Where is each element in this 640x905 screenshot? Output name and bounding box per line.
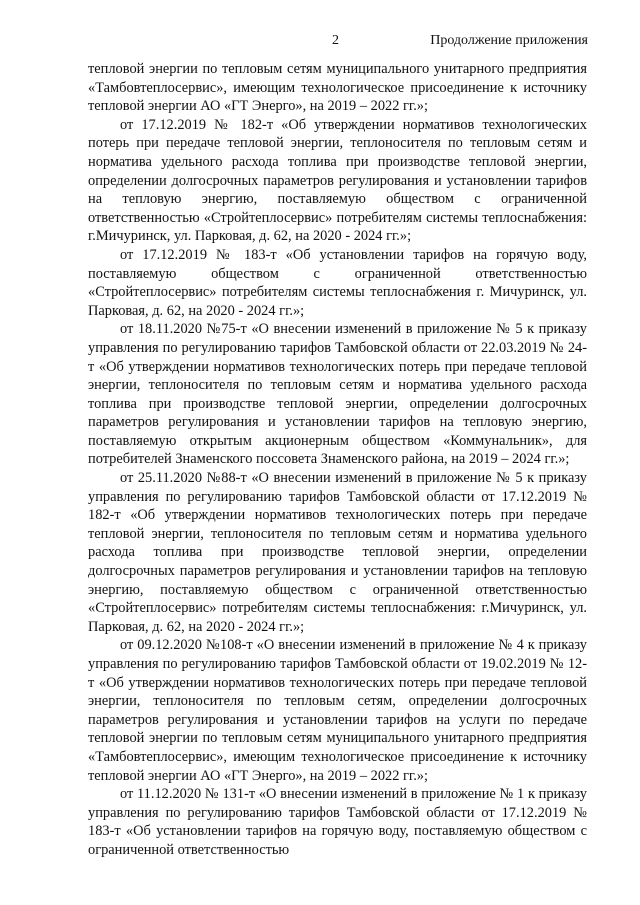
document-body (88, 60, 587, 860)
continuation-note: Продолжение приложения (430, 33, 588, 48)
paragraph-6: от 09.12.2020 №108-т «О внесении изменений в приложение № 4 к приказу управления по регулированию тарифов Тамбовской области от 19.02.2019 № 12-т «Об утверждении нормативов технологических потерь при передаче тепловой энергии, теплоносителя по тепловым сетям, определении долгосрочных параметров регулирования и установлении тарифов на услуги по передаче тепловой энергии по тепловым сетям муниципального унитарного предприятия «Тамбовтеплосервис», имеющим технологическое присоединение к источнику тепловой энергии АО «ГТ Энерго», на 2019 – 2022 гг.»; (88, 637, 587, 784)
paragraph-1: тепловой энергии по тепловым сетям муниципального унитарного предприятия «Тамбовтеплосервис», имеющим технологическое присоединение к источнику тепловой энергии АО «ГТ Энерго», на 2019 – 2022 гг.»; (88, 61, 587, 115)
paragraph-3: от 17.12.2019 № 183-т «Об установлении тарифов на горячую воду, поставляемую обществом с ограниченной ответственностью «Стройтеплосервис» потребителям системы теплоснабжения г. Мичуринск, ул. Парковая, д. 62, на 2020 - 2024 гг.»; (88, 246, 587, 319)
paragraph-5: от 25.11.2020 №88-т «О внесении изменений в приложение № 5 к приказу управления по регулированию тарифов Тамбовской области от 17.12.2019 № 182-т «Об утверждении нормативов технологических потерь при передаче тепловой энергии, теплоносителя по тепловым сетям и норматива удельного расхода топлива при производстве тепловой энергии, определении долгосрочных параметров регулирования и установлении тарифов на тепловую энергию, поставляемую обществом с ограниченной ответственностью «Стройтеплосервис» потребителям системы теплоснабжения: г.Мичуринск, ул. Парковая, д. 62, на 2020 - 2024 гг.»; (88, 470, 587, 635)
page-number: 2 (332, 33, 339, 48)
paragraph-4: от 18.11.2020 №75-т «О внесении изменений в приложение № 5 к приказу управления по регулированию тарифов Тамбовской области от 22.03.2019 № 24-т «Об утверждении нормативов технологических потерь при передаче тепловой энергии, теплоносителя по тепловым сетям и норматива удельного расхода топлива при производстве тепловой энергии, определении долгосрочных параметров регулирования и установлении тарифов на тепловую энергию, поставляемую открытым акционерным обществом «Коммунальник», для потребителей Знаменского поссовета Знаменского района, на 2019 – 2024 гг.»; (88, 321, 587, 468)
paragraph-7: от 11.12.2020 № 131-т «О внесении изменений в приложение № 1 к приказу управления по регулированию тарифов Тамбовской области от 17.12.2019 № 183-т «Об установлении тарифов на горячую воду, поставляемую обществом с ограниченной ответственностью (88, 786, 587, 858)
paragraph-2: от 17.12.2019 № 182-т «Об утверждении нормативов технологических потерь при передаче тепловой энергии, теплоносителя по тепловым сетям и норматива удельного расхода топлива при производстве тепловой энергии, определении долгосрочных параметров регулирования и установлении тарифов на тепловую энергию, поставляемую обществом с ограниченной ответственностью «Стройтеплосервис» потребителям системы теплоснабжения: г.Мичуринск, ул. Парковая, д. 62, на 2020 - 2024 гг.»; (88, 116, 587, 245)
